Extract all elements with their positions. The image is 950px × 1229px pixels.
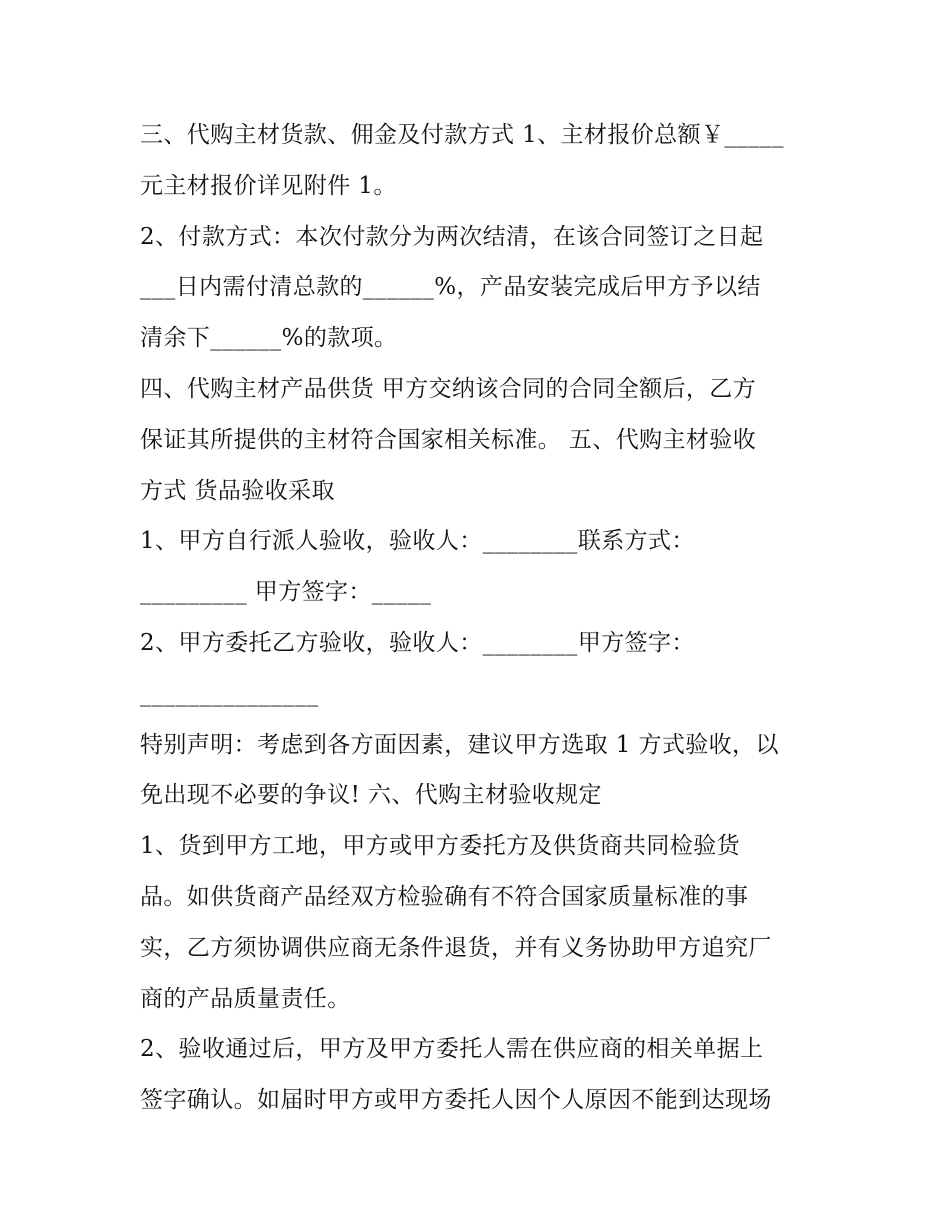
text-line: 签字确认。如届时甲方或甲方委托人因个人原因不能到达现场: [140, 1087, 772, 1114]
text-line: 品。如供货商产品经双方检验确有不符合国家质量标准的事: [140, 883, 749, 910]
text-line: 保证其所提供的主材符合国家相关标准。 五、代购主材验收: [140, 426, 757, 453]
text-line: 方式 货品验收采取: [140, 477, 335, 504]
text-line: 三、代购主材货款、佣金及付款方式 1、主材报价总额￥_____: [140, 122, 784, 148]
text-line: _______________: [140, 680, 319, 707]
text-line: 四、代购主材产品供货 甲方交纳该合同的合同全额后，乙方: [140, 375, 757, 402]
text-line: 2、验收通过后，甲方及甲方委托人需在供应商的相关单据上: [140, 1036, 764, 1063]
text-line: 免出现不必要的争议! 六、代购主材验收规定: [140, 782, 602, 809]
text-line: 2、甲方委托乙方验收，验收人：________甲方签字：: [140, 629, 695, 656]
text-line: ___日内需付清总款的______%，产品安装完成后甲方予以结: [140, 274, 761, 301]
text-line: 清余下______%的款项。: [140, 325, 398, 352]
text-line: 2、付款方式：本次付款分为两次结清，在该合同签订之日起: [140, 223, 764, 250]
text-line: 商的产品质量责任。: [140, 985, 351, 1012]
text-line: 1、甲方自行派人验收，验收人：________联系方式：: [140, 528, 695, 555]
document-body: [140, 110, 820, 1126]
text-line: 1、货到甲方工地，甲方或甲方委托方及供货商共同检验货: [140, 833, 741, 860]
text-line: 特别声明：考虑到各方面因素，建议甲方选取 1 方式验收，以: [140, 731, 779, 758]
text-line: 元主材报价详见附件 1。: [140, 172, 397, 199]
text-line: _________ 甲方签字：_____: [140, 579, 432, 606]
text-line: 实，乙方须协调供应商无条件退货，并有义务协助甲方追究厂: [140, 934, 772, 961]
